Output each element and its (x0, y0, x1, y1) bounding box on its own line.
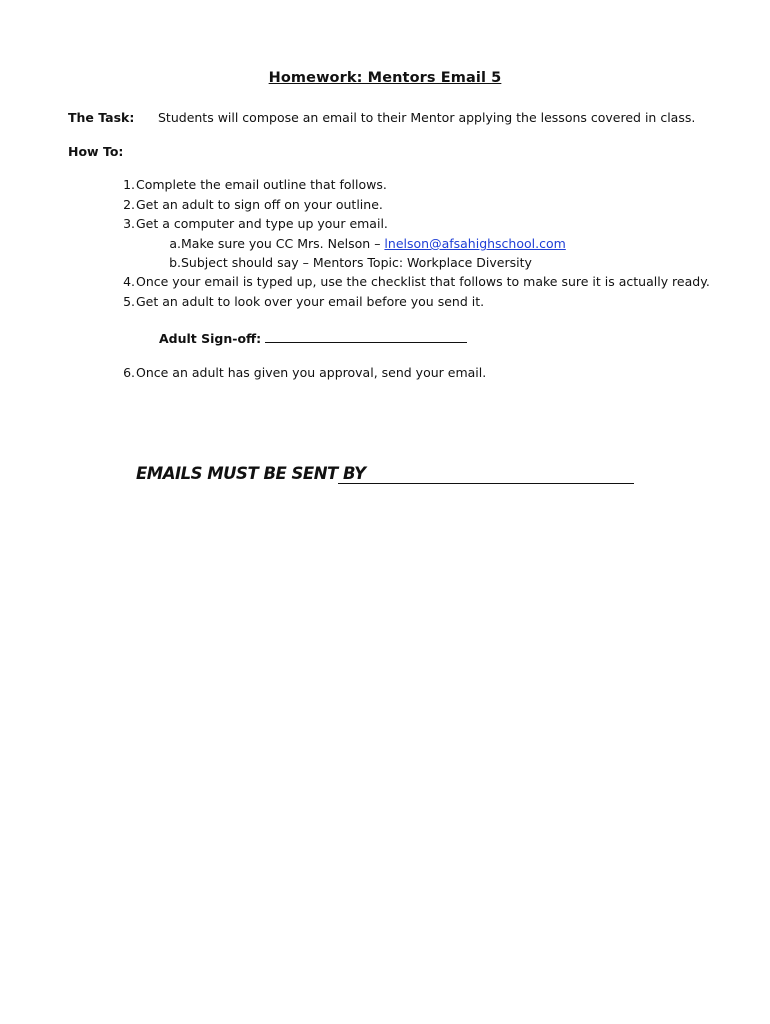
deadline-blank-line[interactable] (338, 483, 634, 484)
step-number: 6. (123, 365, 135, 380)
step-number: 4. (123, 274, 135, 289)
step-number: 2. (123, 197, 135, 212)
substep-text-before: Make sure you CC Mrs. Nelson – (181, 236, 385, 251)
step-number: 3. (123, 216, 135, 231)
page-title: Homework: Mentors Email 5 (268, 70, 502, 86)
adult-signoff (159, 330, 467, 346)
step-text: Complete the email outline that follows. (136, 177, 387, 192)
step-text: Get an adult to sign off on your outline. (136, 197, 383, 212)
task-label: The Task: (68, 110, 135, 125)
substep-text: Subject should say – Mentors Topic: Workplace Diversity (181, 255, 532, 270)
email-link[interactable]: lnelson@afsahighschool.com (384, 236, 566, 251)
signoff-blank-line[interactable] (265, 330, 467, 343)
step-number: 5. (123, 294, 135, 309)
task-text: Students will compose an email to their Mentor applying the lessons covered in class. (158, 110, 696, 125)
step-text: Get a computer and type up your email. (136, 216, 388, 231)
deadline-heading: EMAILS MUST BE SENT BY (136, 464, 366, 483)
substep-letter: a. (169, 236, 181, 251)
step-text: Once your email is typed up, use the checklist that follows to make sure it is actually ready. (136, 274, 710, 289)
substep-letter: b. (169, 255, 181, 270)
howto-label: How To: (68, 144, 124, 159)
substep-text (181, 236, 566, 251)
signoff-label: Adult Sign-off: (159, 331, 262, 346)
step-text: Get an adult to look over your email before you send it. (136, 294, 485, 309)
step-number: 1. (123, 177, 135, 192)
step-text: Once an adult has given you approval, send your email. (136, 365, 487, 380)
